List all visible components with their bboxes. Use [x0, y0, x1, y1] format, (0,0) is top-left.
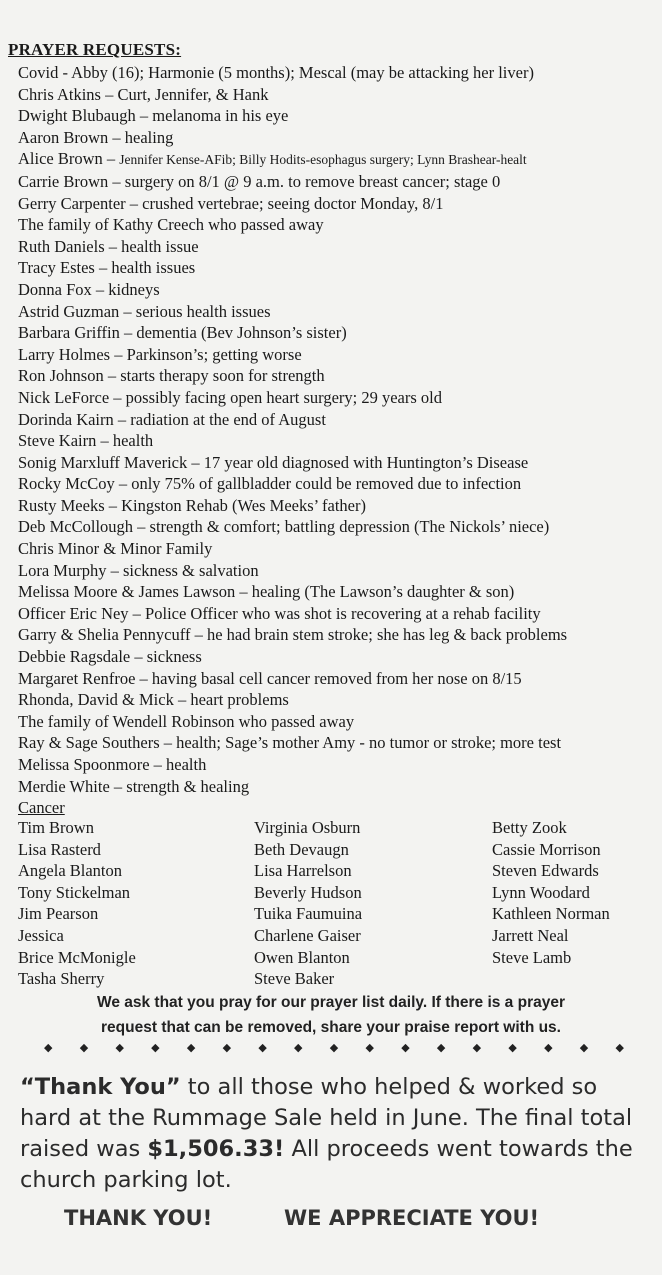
thank-you-quote: “Thank You” [20, 1074, 181, 1100]
diamond-glyph: ◆ [294, 1041, 303, 1054]
prayer-request-item [18, 560, 658, 582]
prayer-request-text: Chris Atkins – Curt, Jennifer, & Hank [18, 84, 269, 104]
cancer-name: Tim Brown [18, 818, 94, 837]
prayer-request-item [18, 732, 658, 754]
prayer-request-item [18, 344, 658, 366]
prayer-request-text: Rusty Meeks – Kingston Rehab (Wes Meeks’ father) [18, 495, 366, 515]
diamond-glyph: ◆ [365, 1041, 374, 1054]
prayer-request-text: Rhonda, David & Mick – heart problems [18, 690, 289, 710]
cancer-name: Lynn Woodard [492, 882, 590, 902]
prayer-request-text: Ron Johnson – starts therapy soon for strength [18, 366, 325, 386]
cancer-name: Tuika Faumuina [254, 904, 363, 924]
prayer-request-text: Aaron Brown – healing [18, 127, 174, 147]
prayer-notice-line-1: We ask that you pray for our prayer list daily. If there is a prayer [96, 994, 566, 1011]
prayer-notice-line-2: request that can be removed, share your praise report with us. [101, 1019, 561, 1036]
prayer-request-text: Garry & Shelia Pennycuff – he had brain stem stroke; she has leg & back problems [18, 625, 568, 645]
cancer-name: Kathleen Norman [492, 904, 610, 924]
prayer-request-text: Debbie Ragsdale – sickness [18, 647, 202, 667]
diamond-glyph: ◆ [544, 1041, 553, 1054]
prayer-request-text: Donna Fox – kidneys [18, 279, 160, 299]
footer-appreciate: WE APPRECIATE YOU! [284, 1206, 540, 1230]
prayer-requests-heading: PRAYER REQUESTS: [8, 40, 182, 59]
cancer-name: Beth Devaugn [254, 839, 349, 859]
prayer-request-item [18, 646, 658, 668]
prayer-request-detail: Jennifer Kense-AFib; Billy Hodits-esophagus surgery; Lynn Brashear-healt [119, 152, 527, 168]
cancer-name: Charlene Gaiser [254, 925, 361, 945]
cancer-column-2 [254, 817, 362, 990]
prayer-request-item [18, 148, 658, 171]
cancer-heading: Cancer [18, 798, 65, 818]
diamond-glyph: ◆ [615, 1041, 624, 1054]
prayer-request-text: Tracy Estes – health issues [18, 258, 196, 278]
prayer-request-text: Merdie White – strength & healing [18, 776, 250, 796]
prayer-request-item [18, 214, 658, 236]
prayer-request-item [18, 754, 658, 776]
cancer-column-1 [18, 817, 136, 990]
prayer-request-text: Rocky McCoy – only 75% of gallbladder could be removed due to infection [18, 474, 522, 494]
prayer-request-text: Larry Holmes – Parkinson’s; getting worse [18, 344, 302, 364]
cancer-column-3 [492, 817, 610, 968]
thank-you-text-1: to all those who helped & worked so hard at the Rummage Sale held in June. The final total raised was [20, 1074, 633, 1162]
cancer-name: Lisa Harrelson [254, 861, 352, 881]
cancer-name: Tasha Sherry [18, 969, 105, 989]
prayer-request-item [18, 171, 658, 193]
diamond-glyph: ◆ [186, 1041, 196, 1054]
prayer-request-text: Lora Murphy – sickness & salvation [18, 560, 259, 580]
prayer-request-text: The family of Kathy Creech who passed away [18, 215, 324, 235]
total-raised-amount: $1,506.33! [147, 1136, 285, 1162]
cancer-name: Steve Baker [254, 969, 335, 989]
prayer-request-item [18, 603, 658, 625]
prayer-request-item [18, 668, 658, 690]
prayer-request-item [18, 84, 658, 106]
diamond-glyph: ◆ [508, 1041, 517, 1054]
cancer-name: Beverly Hudson [254, 882, 362, 902]
cancer-name: Steve Lamb [492, 947, 572, 967]
prayer-request-text: Melissa Spoonmore – health [18, 755, 207, 774]
prayer-request-item [18, 409, 658, 431]
prayer-request-item [18, 322, 658, 344]
prayer-request-item [18, 387, 658, 409]
prayer-request-text: Dorinda Kairn – radiation at the end of August [18, 409, 326, 429]
cancer-name: Cassie Morrison [492, 839, 601, 859]
prayer-request-text: Melissa Moore & James Lawson – healing (The Lawson’s daughter & son) [18, 582, 515, 602]
prayer-request-text: Alice Brown – [18, 149, 120, 169]
diamond-glyph: ◆ [329, 1041, 339, 1054]
cancer-name: Jarrett Neal [492, 925, 569, 945]
prayer-request-text: Gerry Carpenter – crushed vertebrae; seeing doctor Monday, 8/1 [18, 193, 444, 213]
prayer-requests-list [18, 62, 658, 819]
prayer-request-item [18, 193, 658, 215]
prayer-request-text: Deb McCollough – strength & comfort; battling depression (The Nickols’ niece) [18, 517, 550, 537]
diamond-divider [44, 1041, 624, 1054]
prayer-request-text: The family of Wendell Robinson who passed away [18, 711, 355, 731]
cancer-name: Tony Stickelman [18, 882, 131, 902]
prayer-request-item [18, 365, 658, 387]
diamond-glyph: ◆ [44, 1041, 53, 1054]
prayer-request-item [18, 689, 658, 711]
prayer-request-item [18, 257, 658, 279]
prayer-request-item [18, 236, 658, 258]
thank-you-paragraph [20, 1072, 650, 1196]
prayer-request-text: Margaret Renfroe – having basal cell cancer removed from her nose on 8/15 [18, 668, 522, 688]
diamond-glyph: ◆ [258, 1041, 267, 1054]
prayer-request-item [18, 430, 658, 452]
prayer-request-item [18, 127, 658, 149]
diamond-glyph: ◆ [222, 1041, 232, 1054]
prayer-request-item [18, 301, 658, 323]
cancer-name: Virginia Osburn [254, 818, 361, 837]
diamond-glyph: ◆ [436, 1041, 446, 1054]
prayer-request-item [18, 62, 658, 84]
prayer-request-text: Chris Minor & Minor Family [18, 539, 213, 559]
cancer-name: Jim Pearson [18, 904, 99, 924]
prayer-request-item [18, 516, 658, 538]
diamond-glyph: ◆ [79, 1041, 89, 1054]
diamond-glyph: ◆ [115, 1041, 124, 1054]
cancer-name: Jessica [18, 925, 64, 945]
cancer-name: Brice McMonigle [18, 947, 136, 967]
diamond-glyph: ◆ [401, 1041, 410, 1054]
prayer-request-item [18, 711, 658, 733]
prayer-request-item [18, 105, 658, 127]
prayer-request-text: Ray & Sage Southers – health; Sage’s mother Amy - no tumor or stroke; more test [18, 733, 562, 753]
prayer-request-item [18, 495, 658, 517]
prayer-request-text: Sonig Marxluff Maverick – 17 year old diagnosed with Huntington’s Disease [18, 452, 529, 472]
prayer-request-text: Nick LeForce – possibly facing open heart surgery; 29 years old [18, 387, 442, 407]
cancer-name: Owen Blanton [254, 947, 350, 967]
cancer-name: Lisa Rasterd [18, 839, 101, 859]
cancer-name: Angela Blanton [18, 861, 123, 881]
prayer-request-text: Barbara Griffin – dementia (Bev Johnson’s sister) [18, 323, 347, 343]
prayer-request-text: Carrie Brown – surgery on 8/1 @ 9 a.m. to remove breast cancer; stage 0 [18, 171, 501, 191]
prayer-request-item [18, 473, 658, 495]
prayer-request-item [18, 279, 658, 301]
prayer-request-text: Ruth Daniels – health issue [18, 236, 199, 256]
cancer-name: Steven Edwards [492, 861, 599, 881]
prayer-request-text: Steve Kairn – health [18, 431, 154, 451]
prayer-request-item [18, 538, 658, 560]
diamond-glyph: ◆ [472, 1041, 482, 1054]
prayer-request-item [18, 776, 658, 798]
prayer-request-item [18, 452, 658, 474]
thank-you-text-2: All proceeds went towards the church parking lot. [20, 1136, 633, 1193]
prayer-request-text: Dwight Blubaugh – melanoma in his eye [18, 106, 289, 126]
prayer-request-item [18, 624, 658, 646]
diamond-glyph: ◆ [151, 1041, 160, 1054]
footer-thank-you: THANK YOU! [64, 1206, 213, 1230]
diamond-glyph: ◆ [579, 1041, 589, 1054]
prayer-request-text: Officer Eric Ney – Police Officer who was shot is recovering at a rehab facility [18, 603, 541, 623]
prayer-request-text: Astrid Guzman – serious health issues [18, 301, 271, 321]
prayer-request-text: Covid - Abby (16); Harmonie (5 months); Mescal (may be attacking her liver) [18, 63, 534, 82]
prayer-request-item [18, 581, 658, 603]
cancer-name: Betty Zook [492, 818, 567, 837]
prayer-notice [0, 990, 662, 1040]
